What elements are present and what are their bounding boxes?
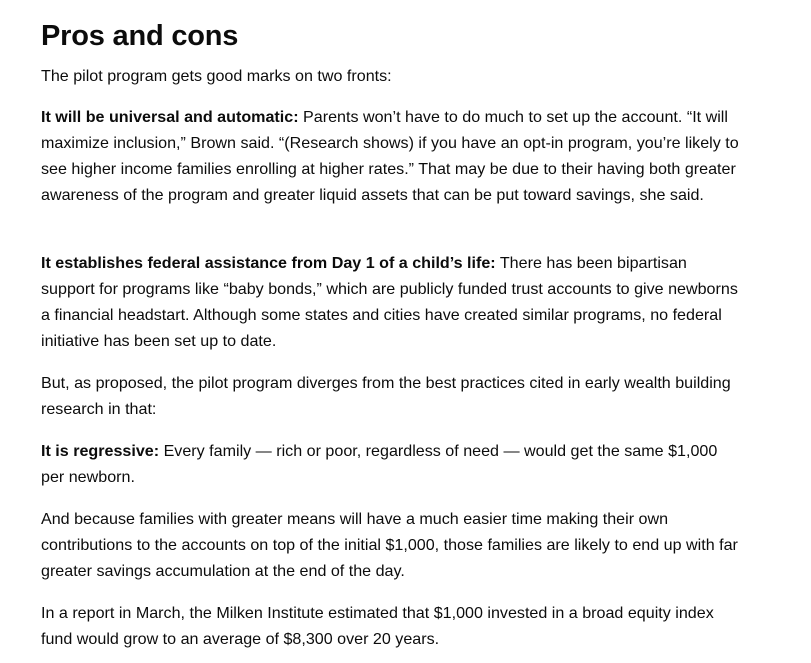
section-heading: Pros and cons [41,20,239,52]
regressive-lead: It is regressive: [41,442,160,460]
universal-automatic-body: Parents won’t have to do much to set up the account. “It will maximize inclusion,” Brown said. “(Research shows) if you have an opt-in program, you’re likely to see higher income families enrolling at higher rates.” That may be due to their having both greater awareness of the program and greater liquid assets that can be put toward savings, she said. [41,108,739,204]
transition-paragraph: But, as proposed, the pilot program diverges from the best practices cited in early wealth building research in that: [41,374,731,418]
milken-institute-paragraph: In a report in March, the Milken Institute estimated that $1,000 invested in a broad equity index fund would grow to an average of $8,300 over 20 years. [41,604,714,648]
universal-automatic-lead: It will be universal and automatic: [41,108,299,126]
intro-paragraph: The pilot program gets good marks on two fronts: [41,67,392,85]
federal-assistance-paragraph [41,250,741,354]
federal-assistance-lead: It establishes federal assistance from Day 1 of a child’s life: [41,254,496,272]
greater-means-paragraph: And because families with greater means will have a much easier time making their own contributions to the accounts on top of the initial $1,000, those families are likely to end up with far greater savings accumulation at the end of the day. [41,510,738,580]
regressive-paragraph [41,438,741,490]
regressive-body: Every family — rich or poor, regardless of need — would get the same $1,000 per newborn. [41,442,718,486]
universal-automatic-paragraph [41,104,741,208]
federal-assistance-body: There has been bipartisan support for programs like “baby bonds,” which are publicly funded trust accounts to give newborns a financial headstart. Although some states and cities have created similar programs, no federal initiative has been set up to date. [41,254,738,350]
